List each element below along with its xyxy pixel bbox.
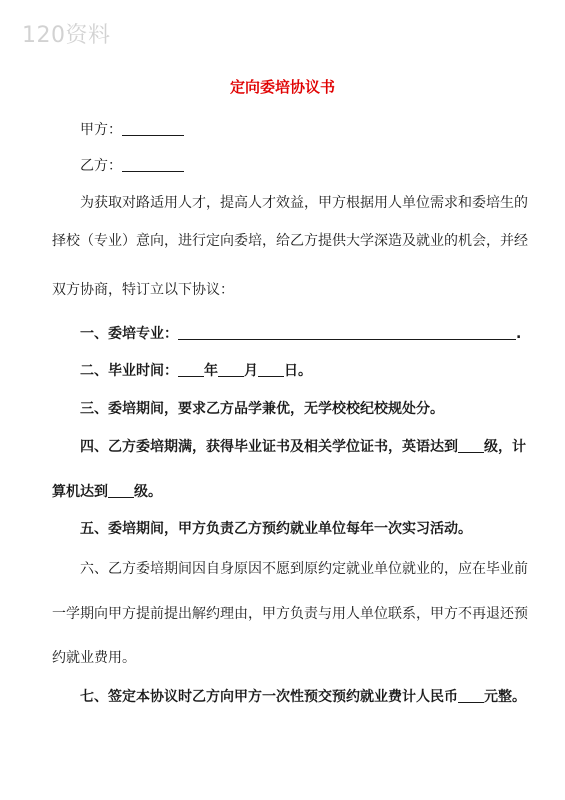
clause-6-line-1: 六、乙方委培期间因自身原因不愿到原约定就业单位就业的，应在毕业前: [80, 561, 528, 577]
clause-7-text-a: 七、签定本协议时乙方向甲方一次性预交预约就业费计人民币: [80, 689, 458, 705]
clause-7-text-b: 元整。: [484, 689, 526, 705]
clause-4-text-c: 算机达到: [52, 484, 108, 500]
party-a-line: [80, 120, 184, 140]
intro-line-1: 为获取对路适用人才，提高人才效益，甲方根据用人单位需求和委培生的: [80, 195, 528, 211]
clause-2-label: 二、毕业时间：: [80, 363, 178, 379]
computer-level-blank: [108, 482, 134, 498]
party-b-label: 乙方：: [80, 158, 122, 174]
intro-line-3: 双方协商，特订立以下协议：: [52, 282, 234, 298]
english-level-blank: [458, 437, 484, 453]
party-b-blank: [122, 156, 184, 172]
fee-blank: [458, 687, 484, 703]
clause-1: [80, 324, 521, 344]
clause-4-line-1: [80, 437, 526, 457]
intro-line-2: 择校（专业）意向，进行定向委培，给乙方提供大学深造及就业的机会，并经: [52, 233, 528, 249]
clause-2: [80, 361, 312, 381]
clause-5: 五、委培期间，甲方负责乙方预约就业单位每年一次实习活动。: [80, 521, 472, 537]
month-label: 月: [244, 363, 258, 379]
year-blank: [178, 361, 204, 377]
month-blank: [218, 361, 244, 377]
clause-7: [80, 687, 526, 707]
major-blank: [178, 324, 516, 340]
clause-1-label: 一、委培专业：: [80, 326, 178, 342]
watermark: 120资料: [22, 23, 111, 48]
clause-3: 三、委培期间，要求乙方品学兼优，无学校校纪校规处分。: [80, 401, 444, 417]
clause-4-line-2: [52, 482, 162, 502]
clause-4-text-b: 级，计: [484, 439, 526, 455]
party-a-label: 甲方：: [80, 122, 122, 138]
day-label: 日。: [284, 363, 312, 379]
document-title: 定向委培协议书: [229, 78, 335, 96]
clause-4-text-d: 级。: [134, 484, 162, 500]
party-b-line: [80, 156, 184, 176]
year-label: 年: [204, 363, 218, 379]
clause-4-text-a: 四、乙方委培期满，获得毕业证书及相关学位证书，英语达到: [80, 439, 458, 455]
party-a-blank: [122, 120, 184, 136]
day-blank: [258, 361, 284, 377]
clause-6-line-2: 一学期向甲方提前提出解约理由，甲方负责与用人单位联系，甲方不再退还预: [52, 606, 528, 622]
clause-6-line-3: 约就业费用。: [52, 650, 136, 666]
clause-1-end: .: [516, 326, 522, 342]
